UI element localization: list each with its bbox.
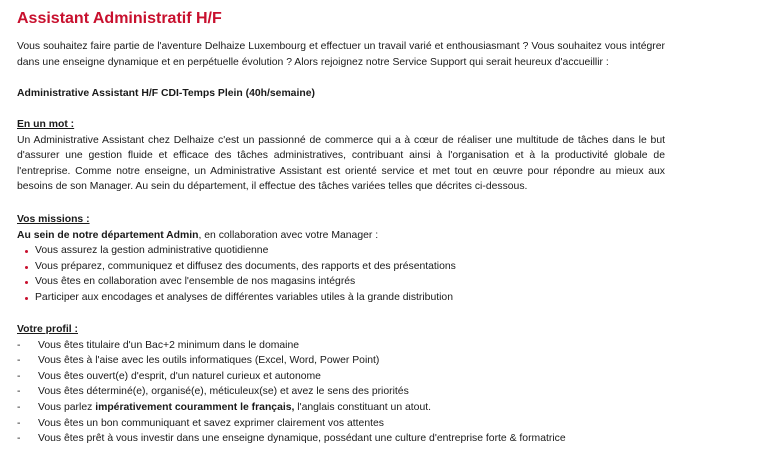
french-after: l'anglais constituant un atout. [294, 401, 431, 413]
list-item [17, 338, 665, 354]
list-item-text: Vous êtes titulaire d'un Bac+2 minimum dans le domaine [38, 339, 300, 351]
dash-marker: - [17, 339, 21, 351]
list-item-text: Vous êtes ouvert(e) d'esprit, d'un naturel curieux et autonome [38, 370, 321, 382]
list-item-text: Vous êtes à l'aise avec les outils informatiques (Excel, Word, Power Point) [38, 355, 380, 367]
french-before: Vous parlez [38, 401, 96, 413]
position-title: Administrative Assistant H/F CDI-Temps Plein (40h/semaine) [17, 88, 315, 99]
list-item [17, 400, 665, 416]
list-item [17, 369, 665, 385]
missions-lead [17, 228, 665, 244]
dash-marker: - [17, 401, 21, 413]
missions-lead-bold: Au sein de notre département Admin [17, 229, 199, 241]
profil-heading: Votre profil : [17, 324, 78, 335]
list-item-text: Vous êtes déterminé(e), organisé(e), méticuleux(se) et avez le sens des priorités [38, 386, 409, 398]
french-bold: impérativement couramment le français, [95, 401, 295, 413]
list-item [17, 431, 665, 447]
intro-paragraph [17, 39, 665, 70]
dash-marker: - [17, 386, 21, 398]
dash-marker: - [17, 370, 21, 382]
list-item: Vous préparez, communiquez et diffusez des documents, des rapports et des présentations [17, 259, 665, 275]
missions-heading: Vos missions : [17, 214, 90, 225]
section-missions [17, 212, 665, 306]
list-item: Participer aux encodages et analyses de différentes variables utiles à la grande distribution [17, 290, 665, 306]
profil-list [17, 338, 665, 447]
intro-text: Vous souhaitez faire partie de l'aventure Delhaize Luxembourg et effectuer un travail varié et enthousiasmant ? Vous souhaitez vous intégrer dans une enseigne dynamique et en perpétuelle évolution ? Alors rejoignez notre Service Support qui serait heureux d'accueillir : [17, 41, 665, 68]
position-line [17, 86, 665, 102]
missions-list [17, 243, 665, 305]
section-profil [17, 322, 665, 447]
list-item [17, 353, 665, 369]
en-un-mot-heading: En un mot : [17, 119, 75, 130]
list-item [17, 384, 665, 400]
dash-marker: - [17, 417, 21, 429]
list-item-text: Vous êtes prêt à vous investir dans une enseigne dynamique, possédant une culture d'entreprise forte & formatrice [38, 433, 566, 445]
en-un-mot-text: Un Administrative Assistant chez Delhaize c'est un passionné de commerce qui a à cœur de réaliser une multitude de tâches dans le but d'assurer une gestion fluide et efficace des tâches administratives, contribuant ainsi à l'organisation et à la productivité globale de l'entreprise. Comme notre enseigne, un Administrative Assistant est orienté service et met tout en œuvre pour répondre au mieux aux besoins de son Manager. Au sein du département, il effectue des tâches variées telles que décrites ci-dessous. [17, 134, 665, 193]
dash-marker: - [17, 433, 21, 445]
job-title: Assistant Administratif H/F [17, 10, 222, 27]
list-item: Vous êtes en collaboration avec l'ensemble de nos magasins intégrés [17, 274, 665, 290]
section-en-un-mot [17, 117, 665, 195]
list-item [17, 416, 665, 432]
list-item-text: Vous êtes un bon communiquant et savez exprimer clairement vos attentes [38, 417, 384, 429]
missions-lead-rest: , en collaboration avec votre Manager : [198, 229, 379, 241]
dash-marker: - [17, 355, 21, 367]
list-item: Vous assurez la gestion administrative quotidienne [17, 243, 665, 259]
